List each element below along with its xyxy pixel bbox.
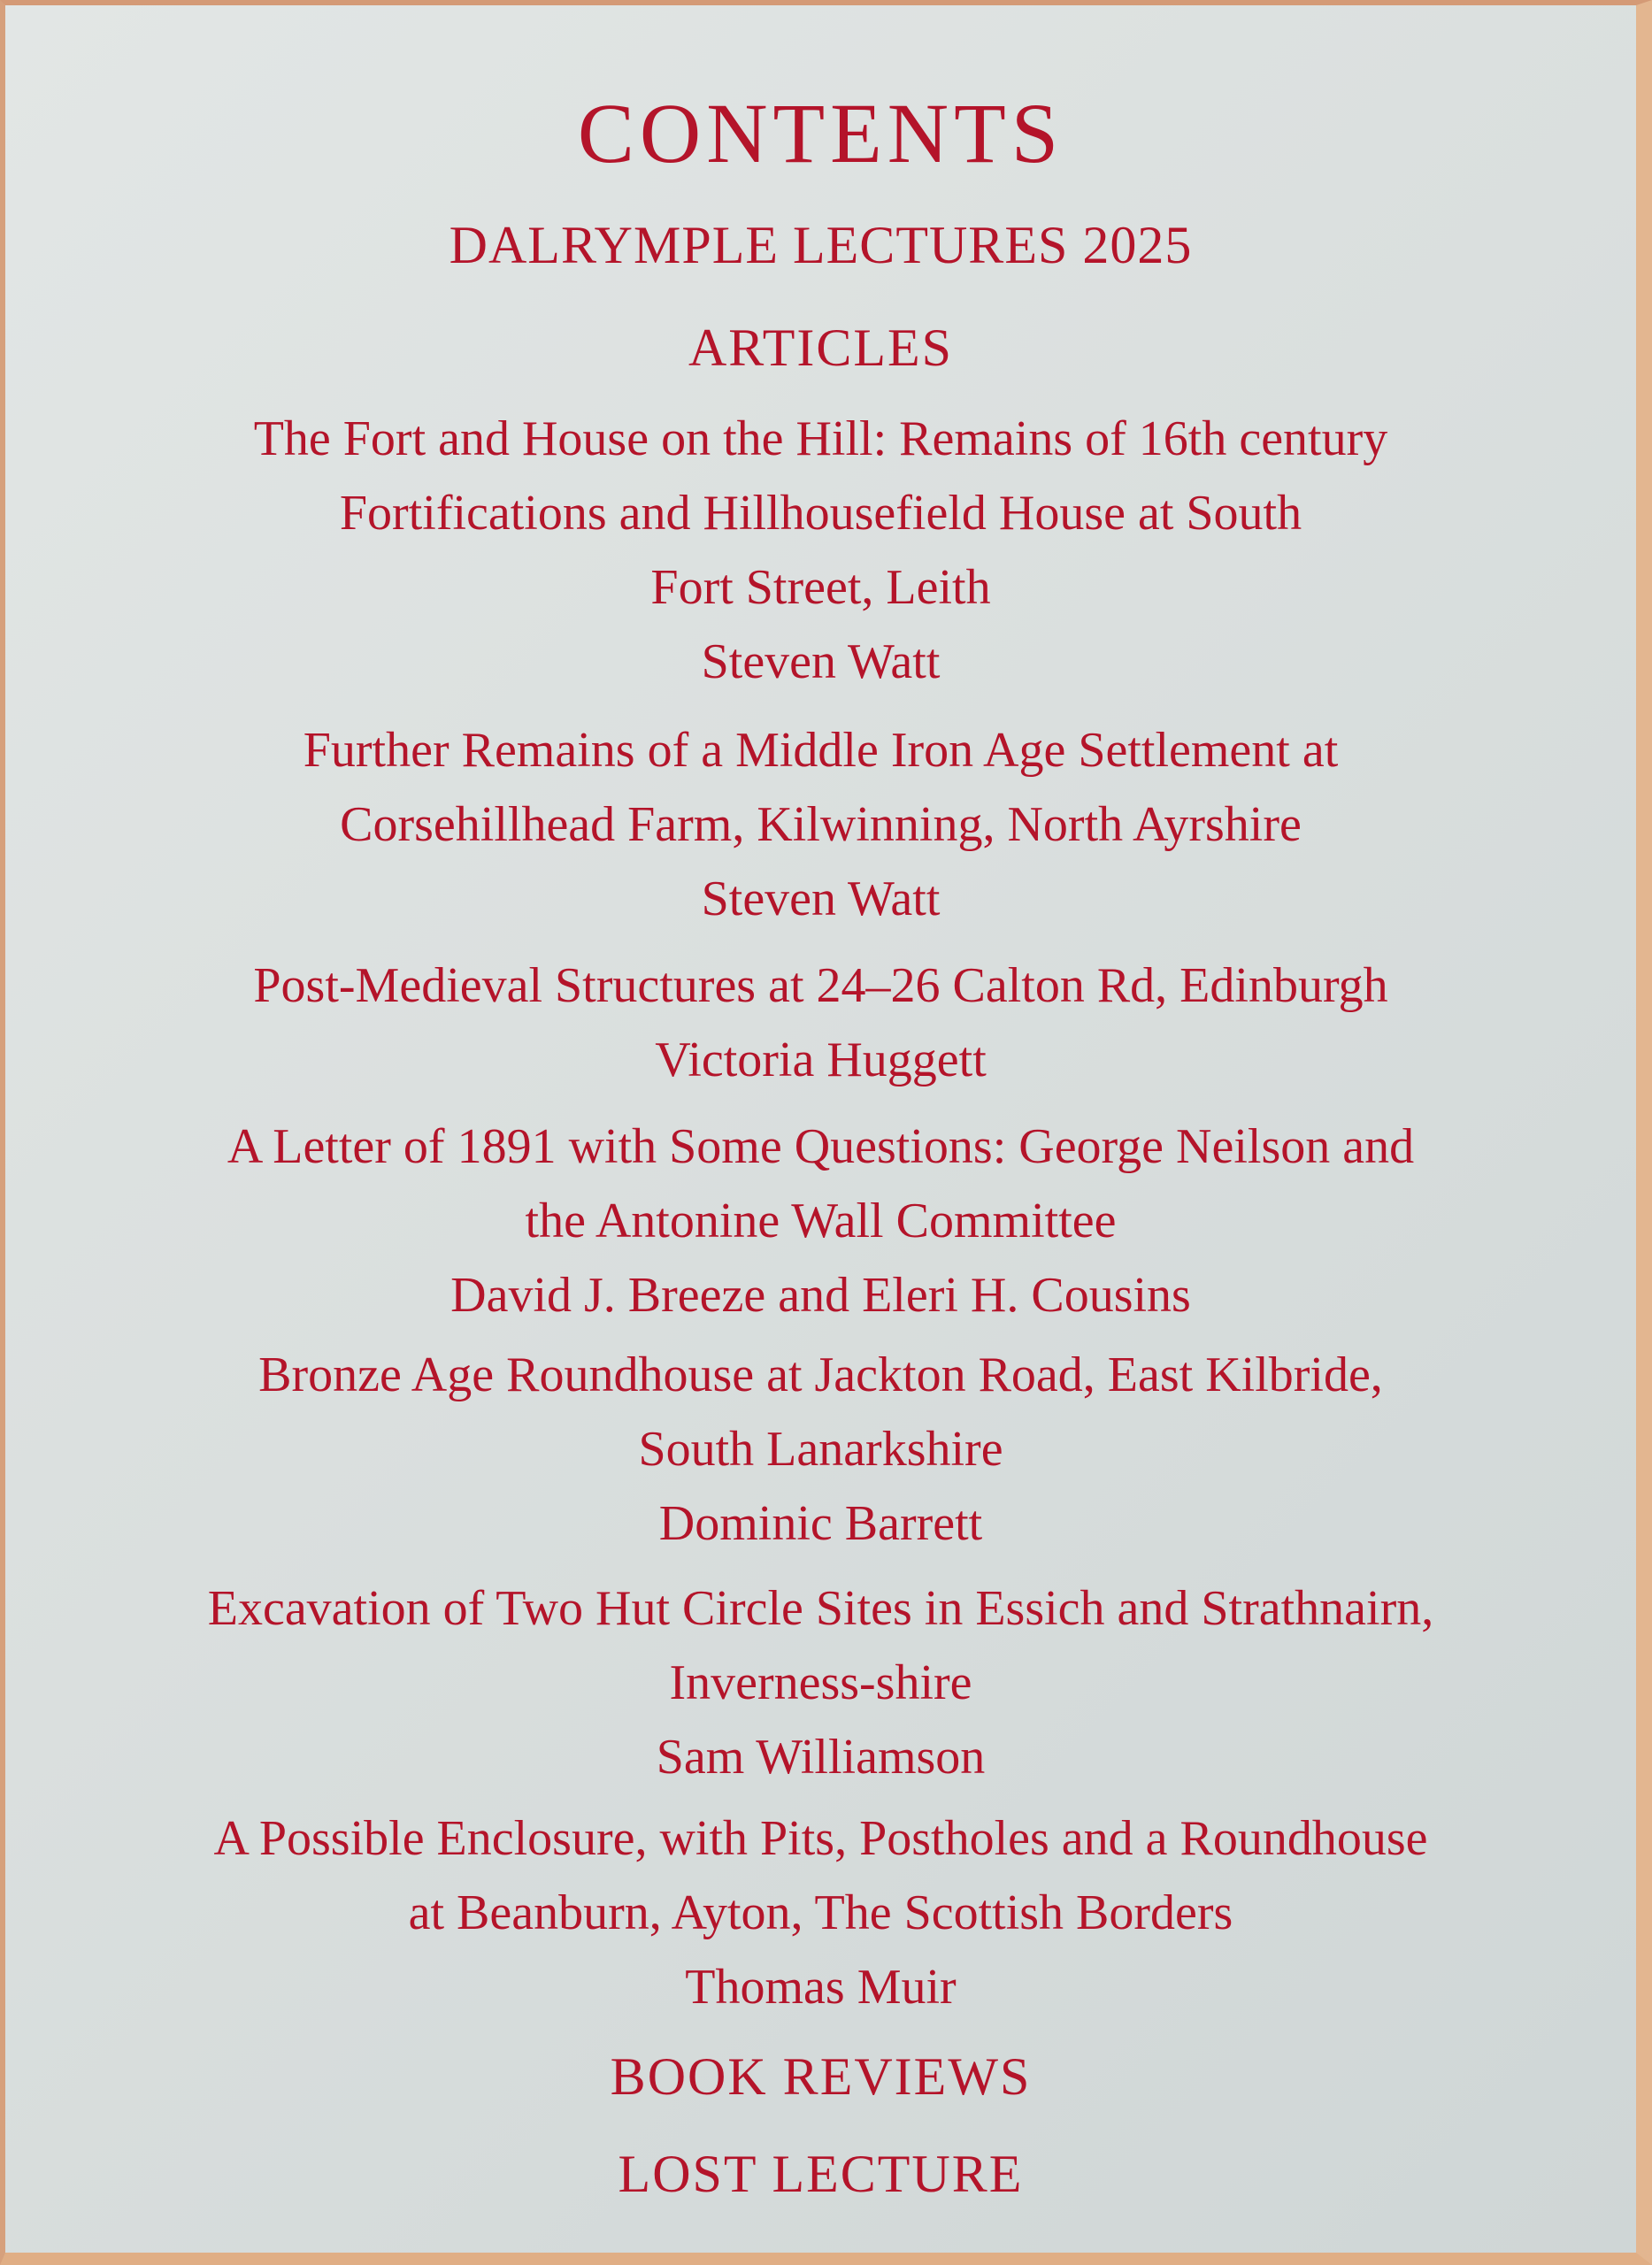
article-entry — [5, 402, 1636, 699]
article-title-line: the Antonine Wall Committee — [525, 1194, 1117, 1248]
article-author: Steven Watt — [701, 634, 941, 689]
article-title-line: A Possible Enclosure, with Pits, Postholes and a Roundhouse — [213, 1811, 1428, 1866]
article-title-line: Inverness-shire — [669, 1655, 972, 1710]
article-author: Steven Watt — [701, 871, 941, 926]
articles-heading: ARTICLES — [688, 319, 954, 377]
article-title-line: Excavation of Two Hut Circle Sites in Essich and Strathnairn, — [207, 1581, 1434, 1636]
lost-lecture-heading: LOST LECTURE — [618, 2145, 1024, 2203]
contents-title: CONTENTS — [577, 86, 1064, 180]
article-title-line: Post-Medieval Structures at 24–26 Calton Rd, Edinburgh — [253, 958, 1388, 1013]
article-title-line: South Lanarkshire — [638, 1422, 1003, 1477]
article-title-line: The Fort and House on the Hill: Remains of 16th century — [253, 411, 1388, 466]
article-entry — [5, 948, 1636, 1097]
article-entry — [5, 1338, 1636, 1561]
article-author: Victoria Huggett — [655, 1033, 987, 1087]
article-title-line: A Letter of 1891 with Some Questions: George Neilson and — [227, 1119, 1415, 1174]
series-title: DALRYMPLE LECTURES 2025 — [449, 216, 1193, 274]
article-author: David J. Breeze and Eleri H. Cousins — [450, 1268, 1191, 1323]
article-author: Sam Williamson — [656, 1730, 986, 1785]
article-title-line: at Beanburn, Ayton, The Scottish Borders — [408, 1885, 1233, 1940]
article-title-line: Fort Street, Leith — [650, 560, 991, 615]
article-title-line: Corsehillhead Farm, Kilwinning, North Ayrshire — [340, 797, 1302, 852]
article-title-line: Bronze Age Roundhouse at Jackton Road, East Kilbride, — [258, 1347, 1383, 1402]
article-author: Dominic Barrett — [658, 1496, 983, 1551]
article-entry — [5, 1571, 1636, 1794]
book-reviews-heading: BOOK REVIEWS — [610, 2047, 1032, 2106]
article-title-line: Fortifications and Hillhousefield House at South — [339, 486, 1302, 541]
article-entry — [5, 713, 1636, 936]
article-entry — [5, 1801, 1636, 2024]
article-title-line: Further Remains of a Middle Iron Age Settlement at — [303, 723, 1339, 778]
article-entry — [5, 1109, 1636, 1332]
article-author: Thomas Muir — [685, 1960, 957, 2015]
contents-page — [5, 5, 1636, 2253]
